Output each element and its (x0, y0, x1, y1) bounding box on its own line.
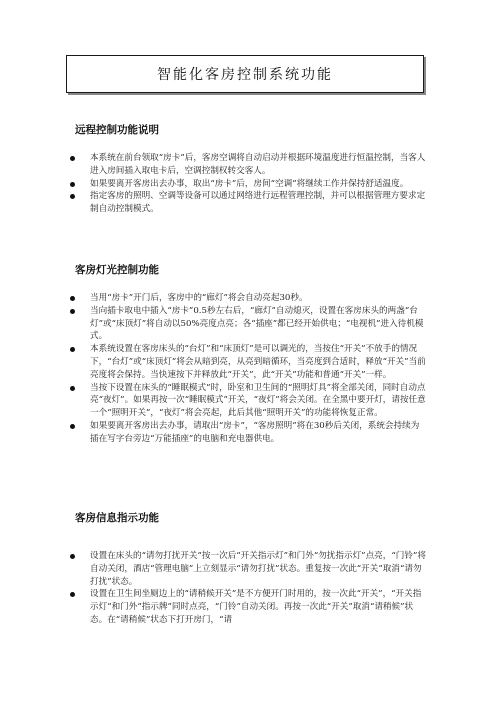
section-heading-info-indicator: 客房信息指示功能 (75, 512, 159, 524)
list-item-text: 设置在卫生间坐厕边上的“请稍候开关”是不方便开门时用的，按一次此“开关”，“开关指示灯”和门外“指示牌”同时点亮，“门铃”自动关闭。再按一次此“开关”取消“请稍候”状态。在“请稍候”状态下打开房门，“请 (90, 589, 422, 625)
list-item (66, 190, 426, 216)
list-item-text: 如果要离开客房出去办事，取出“房卡”后，房间“空调”将继续工作并保持舒适温度。 (90, 178, 409, 189)
list-item-text: 当用“房卡”开门后，客房中的“廊灯”将会自动亮起30秒。 (90, 293, 308, 303)
section-heading-remote-control: 远程控制功能说明 (75, 124, 159, 136)
section-list-info-indicator (66, 550, 426, 627)
bullet-icon (70, 592, 75, 597)
title-box (66, 55, 424, 93)
list-item (66, 588, 426, 626)
section-list-lighting-control (66, 292, 426, 446)
bullet-icon (70, 347, 75, 352)
list-item (66, 343, 426, 381)
page-title: 智能化客房控制系统功能 (157, 67, 333, 83)
list-item (66, 550, 426, 588)
section-list-remote-control (66, 152, 426, 216)
bullet-icon (70, 386, 75, 391)
list-item (66, 305, 426, 343)
list-item-text: 指定客房的照明、空调等设备可以通过网络进行远程管理控制，并可以根据管理方要求定制自动控制模式。 (90, 191, 426, 215)
list-item-text: 当按下设置在床头的“睡眠模式”时，卧室和卫生间的“照明灯具”将全部关闭，同时自动点亮“夜灯”。如果再按一次“睡眠模式”开关，“夜灯”将会关闭。在全黑中要开灯，请按任意一个“照明开关”，“夜灯”将会亮起，此后其他“照明开关”的功能将恢复正常。 (90, 382, 426, 419)
list-item (66, 152, 426, 178)
list-item (66, 292, 426, 305)
bullet-icon (70, 156, 75, 161)
list-item-text: 设置在床头的“请勿打扰开关”按一次后“开关指示灯”和门外“勿扰指示灯”点亮，“门铃”将自动关闭，酒店“管理电脑”上立刻显示“请勿打扰”状态。重复按一次此“开关”取消“请勿打扰”状态。 (90, 551, 426, 587)
bullet-icon (70, 296, 75, 301)
list-item-text: 本系统设置在客房床头的“台灯”和“床顶灯”是可以调光的，当按住“开关”不放手的情况下，“台灯”或“床顶灯”将会从暗到亮，从亮到暗循环，当亮度到合适时，释放“开关”当前亮度将会保持。当快速按下并释放此“开关”，此“开关”功能和普通“开关”一样。 (90, 344, 426, 380)
bullet-icon (70, 194, 75, 199)
list-item (66, 178, 426, 191)
bullet-icon (70, 424, 75, 429)
list-item-text: 当向插卡取电中插入“房卡”0.5秒左右后，“廊灯”自动熄灭，设置在客房床头的两盏“台灯”或“床顶灯”将自动以50%亮度点亮；各“插座”都已经开始供电；“电视机”进入待机模式。 (90, 305, 424, 342)
bullet-icon (70, 554, 75, 559)
list-item-text: 如果要离开客房出去办事，请取出“房卡”，“客房照明”将在30秒后关闭，系统会持续为插在写字台旁边“万能插座”的电脑和充电器供电。 (90, 420, 420, 444)
list-item (66, 420, 426, 446)
list-item (66, 382, 426, 420)
list-item-text: 本系统在前台领取“房卡”后，客房空调将自动启动并根据环境温度进行恒温控制，当客人进入房间插入取电卡后，空调控制权转交客人。 (90, 153, 426, 176)
section-heading-lighting-control: 客房灯光控制功能 (75, 264, 159, 276)
bullet-icon (70, 309, 75, 314)
bullet-icon (70, 182, 75, 187)
